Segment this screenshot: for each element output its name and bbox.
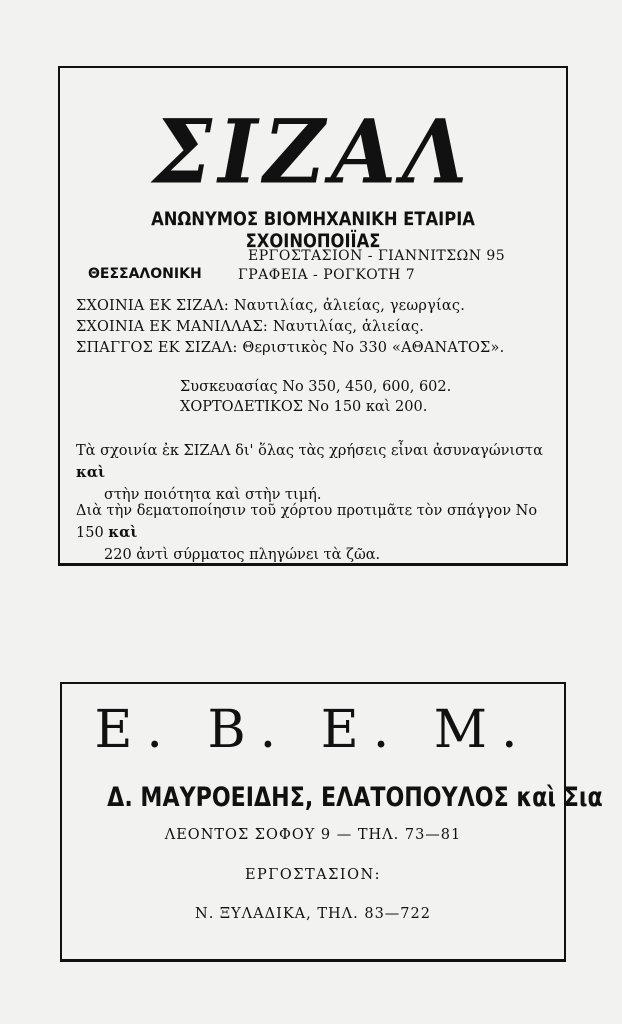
- recommendation-text-cont: 220 ἀντὶ σύρματος πληγώνει τὰ ζῶα.: [104, 547, 381, 563]
- product-line: [76, 298, 465, 314]
- ebem-brand-title: Ε. Β. Ε. Μ.: [94, 700, 532, 760]
- recommendation-paragraph: [76, 500, 566, 566]
- sizal-city: ΘΕΣΣΑΛΟΝΙΚΗ: [88, 266, 202, 282]
- sizal-brand-title: ΣΙΖΑΛ: [152, 99, 474, 204]
- hay-twine-line: ΧΟΡΤΟΔΕΤΙΚΟΣ Νο 150 καὶ 200.: [180, 399, 428, 415]
- product-name: ΣΧΟΙΝΙΑ ΕΚ ΜΑΝΙΛΛΑΣ:: [76, 319, 268, 335]
- quality-bold-word: καὶ: [76, 464, 106, 481]
- product-line: [76, 340, 504, 356]
- quality-paragraph: [76, 440, 566, 506]
- packaging-line: Συσκευασίας Νο 350, 450, 600, 602.: [180, 379, 452, 395]
- product-uses: Ναυτιλίας, ἁλιείας.: [272, 319, 425, 335]
- sizal-factory-address: ΕΡΓΟΣΤΑΣΙΟΝ - ΓΙΑΝΝΙΤΣΩΝ 95: [248, 248, 506, 264]
- ebem-factory-label: ΕΡΓΟΣΤΑΣΙΟΝ:: [244, 867, 382, 883]
- recommendation-text: Διὰ τὴν δεματοποίησιν τοῦ χόρτου προτιμᾶτε τὸν σπάγγον Νο 150: [76, 503, 538, 541]
- product-line: [76, 319, 424, 335]
- sizal-office-address: ΓΡΑΦΕΙΑ - ΡΟΓΚΟΤΗ 7: [238, 267, 416, 283]
- product-name: ΣΧΟΙΝΙΑ ΕΚ ΣΙΖΑΛ:: [76, 298, 229, 314]
- sizal-advertisement: [58, 66, 568, 566]
- ebem-company-name: Δ. ΜΑΥΡΟΕΙΔΗΣ, ΕΛΑΤΟΠΟΥΛΟΣ καὶ Σια: [107, 782, 603, 813]
- quality-text: Τὰ σχοινία ἐκ ΣΙΖΑΛ δι' ὅλας τὰς χρήσεις εἶναι ἀσυναγώνιστα: [76, 443, 543, 459]
- product-uses: Θεριστικὸς Νο 330 «ΑΘΑΝΑΤΟΣ».: [242, 340, 505, 356]
- ebem-factory-address: Ν. ΞΥΛΑΔΙΚΑ, ΤΗΛ. 83—722: [195, 906, 431, 922]
- ebem-advertisement: [60, 682, 603, 962]
- quality-text-cont: στὴν ποιότητα καὶ στὴν τιμή.: [104, 487, 322, 503]
- recommendation-bold-word: καὶ: [108, 524, 138, 541]
- ebem-address: ΛΕΟΝΤΟΣ ΣΟΦΟΥ 9 — ΤΗΛ. 73—81: [164, 827, 462, 843]
- product-name: ΣΠΑΓΓΟΣ ΕΚ ΣΙΖΑΛ:: [76, 340, 238, 356]
- product-uses: Ναυτιλίας, ἁλιείας, γεωργίας.: [233, 298, 466, 314]
- sizal-company-subtitle: ΑΝΩΝΥΜΟΣ ΒΙΟΜΗΧΑΝΙΚΗ ΕΤΑΙΡΙΑ ΣΧΟΙΝΟΠΟΙΪΑΣ: [151, 208, 475, 252]
